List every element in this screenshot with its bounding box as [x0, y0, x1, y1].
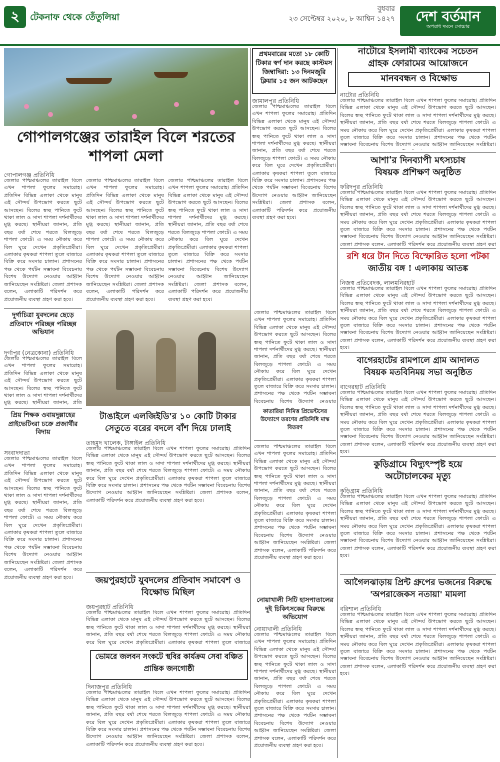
sidebox2-body: জেলার পশ্চিমাঞ্চলের তারাইল বিলে এখন শাপলা ফুলের সমারোহ। প্রতিদিন বিভিন্ন এলাকা থেকে মানুষ এই সৌন্দর্য উপভোগ করতে ছুটে আসছেন। বিলের স্বচ্ছ পানিতে ফুটে থাকা লাল ও সাদা শাপলা দর্শনার্থীদের মুগ্ধ করছে। স্থানীয়রা জানান, প্রতি বছর বর্ষা শেষে শরতে বিলজুড়ে শাপলা ফোটে। এ সময় নৌকায় করে বিল ঘুরে দেখেন প্রকৃতিপ্রেমীরা। এলাকার কৃষকরা শাপলা তুলে বাজারে বিক্রি করে সংসার চালান। প্রশাসনের পক্ষ থেকে পর্যটন সম্ভাবনা বিবেচনায় বিশেষ উদ্যোগ নেওয়ার আহ্বান জানিয়েছেন সংশ্লিষ্টরা। জেলা প্রশাসক বলেন, এলাকাটি পরিদর্শন করে প্রয়োজনীয় ব্যবস্থা গ্রহণ করা হবে।: [4, 456, 82, 581]
bank-box-headline: প্রথমবারের মতো ১৮ কোটি টিকার স্বর্ণ দান করছে কাস্টমস জিম্বাদিরা: ১৩ দিনমজুরি ক্লিয়ার ১৫ জন আটকছেন: [252, 48, 336, 94]
bank-box-body: জেলার পশ্চিমাঞ্চলের তারাইল বিলে এখন শাপলা ফুলের সমারোহ। প্রতিদিন বিভিন্ন এলাকা থেকে মানুষ এই সৌন্দর্য উপভোগ করতে ছুটে আসছেন। বিলের স্বচ্ছ পানিতে ফুটে থাকা লাল ও সাদা শাপলা দর্শনার্থীদের মুগ্ধ করছে। স্থানীয়রা জানান, প্রতি বছর বর্ষা শেষে শরতে বিলজুড়ে শাপলা ফোটে। এ সময় নৌকায় করে বিল ঘুরে দেখেন প্রকৃতিপ্রেমীরা। এলাকার কৃষকরা শাপলা তুলে বাজারে বিক্রি করে সংসার চালান। প্রশাসনের পক্ষ থেকে পর্যটন সম্ভাবনা বিবেচনায় বিশেষ উদ্যোগ নেওয়ার আহ্বান জানিয়েছেন সংশ্লিষ্টরা। জেলা প্রশাসক বলেন, এলাকাটি পরিদর্শন করে প্রয়োজনীয় ব্যবস্থা গ্রহণ করা হবে।: [252, 104, 336, 222]
brand-name: দেশ বর্তমান: [415, 9, 481, 25]
dam-headline-1: রশি ধরে টান দিতে বিস্ফোরিত হলো পটকা: [346, 252, 490, 262]
boat-shape: [66, 78, 112, 84]
lead-body-col2: জেলার পশ্চিমাঞ্চলের তারাইল বিলে এখন শাপলা ফুলের সমারোহ। প্রতিদিন বিভিন্ন এলাকা থেকে মানুষ এই সৌন্দর্য উপভোগ করতে ছুটে আসছেন। বিলের স্বচ্ছ পানিতে ফুটে থাকা লাল ও সাদা শাপলা দর্শনার্থীদের মুগ্ধ করছে। স্থানীয়রা জানান, প্রতি বছর বর্ষা শেষে শরতে বিলজুড়ে শাপলা ফোটে। এ সময় নৌকায় করে বিল ঘুরে দেখেন প্রকৃতিপ্রেমীরা। এলাকার কৃষকরা শাপলা তুলে বাজারে বিক্রি করে সংসার চালান। প্রশাসনের পক্ষ থেকে পর্যটন সম্ভাবনা বিবেচনায় বিশেষ উদ্যোগ নেওয়ার আহ্বান জানিয়েছেন সংশ্লিষ্টরা। জেলা প্রশাসক বলেন, এলাকাটি পরিদর্শন করে প্রয়োজনীয় ব্যবস্থা গ্রহণ করা হবে।: [86, 178, 164, 303]
hospital-byline: নোয়াখালী প্রতিনিধি: [254, 626, 302, 633]
sidebox1-body: জেলার পশ্চিমাঞ্চলের তারাইল বিলে এখন শাপলা ফুলের সমারোহ। প্রতিদিন বিভিন্ন এলাকা থেকে মানুষ এই সৌন্দর্য উপভোগ করতে ছুটে আসছেন। বিলের স্বচ্ছ পানিতে ফুটে থাকা লাল ও সাদা শাপলা দর্শনার্থীদের মুগ্ধ করছে। স্থানীয়রা জানান, প্রতি: [4, 356, 82, 406]
divider: [340, 352, 496, 353]
digital-byline: বাগেরহাট প্রতিনিধি: [340, 384, 386, 391]
electric-body: জেলার পশ্চিমাঞ্চলের তারাইল বিলে এখন শাপলা ফুলের সমারোহ। প্রতিদিন বিভিন্ন এলাকা থেকে মানুষ এই সৌন্দর্য উপভোগ করতে ছুটে আসছেন। বিলের স্বচ্ছ পানিতে ফুটে থাকা লাল ও সাদা শাপলা দর্শনার্থীদের মুগ্ধ করছে। স্থানীয়রা জানান, প্রতি বছর বর্ষা শেষে শরতে বিলজুড়ে শাপলা ফোটে। এ সময় নৌকায় করে বিল ঘুরে দেখেন প্রকৃতিপ্রেমীরা। এলাকার কৃষকরা শাপলা তুলে বাজারে বিক্রি করে সংসার চালান। প্রশাসনের পক্ষ থেকে পর্যটন সম্ভাবনা বিবেচনায় বিশেষ উদ্যোগ নেওয়ার আহ্বান জানিয়েছেন সংশ্লিষ্টরা। জেলা প্রশাসক বলেন, এলাকাটি পরিদর্শন করে প্রয়োজনীয় ব্যবস্থা গ্রহণ করা হবে।: [340, 494, 496, 560]
seminar-headline-2: গ্রাহক ফোরামের আয়োজনে: [368, 59, 468, 69]
divider: [340, 574, 496, 575]
divider: [340, 456, 496, 457]
date-label: ২৩ সেপ্টেম্বর ২০২০, ৮ আশ্বিন ১৪২৭: [288, 15, 395, 23]
hospital-body-top: জেলার পশ্চিমাঞ্চলের তারাইল বিলে এখন শাপলা ফুলের সমারোহ। প্রতিদিন বিভিন্ন এলাকা থেকে মানুষ এই সৌন্দর্য উপভোগ করতে ছুটে আসছেন। বিলের স্বচ্ছ পানিতে ফুটে থাকা লাল ও সাদা শাপলা দর্শনার্থীদের মুগ্ধ করছে। স্থানীয়রা জানান, প্রতি বছর বর্ষা শেষে শরতে বিলজুড়ে শাপলা ফোটে। এ সময় নৌকায় করে বিল ঘুরে দেখেন প্রকৃতিপ্রেমীরা। এলাকার কৃষকরা শাপলা তুলে বাজারে বিক্রি করে সংসার চালান। প্রশাসনের পক্ষ থেকে পর্যটন সম্ভাবনা বিবেচনায় বিশেষ উদ্যোগ নেওয়ার আহ্বান জানিয়েছেন সংশ্লিষ্টরা। জেলা প্রশাসক বলেন, এলাকাটি পরিদর্শন করে প্রয়োজনীয় ব্যবস্থা গ্রহণ করা হবে।: [254, 444, 336, 562]
day-label: বুধবার: [377, 5, 395, 13]
bank-box-byline: জামালপুর প্রতিনিধি: [252, 98, 300, 105]
lily-mark: [210, 110, 215, 115]
mask-distribution-photo: [86, 310, 250, 406]
lily-mark: [94, 106, 99, 111]
fish-headline-1: আশা'র দিনব্যাপী মৎস্যচাষ: [370, 156, 466, 166]
bridge-headline: টাঙাইলে এলজিইডি'র ১০ কোটি টাকার সেতুতে বরের বদলে বাঁশ দিয়ে ঢালাই: [99, 412, 237, 434]
seminar-body: জেলার পশ্চিমাঞ্চলের তারাইল বিলে এখন শাপলা ফুলের সমারোহ। প্রতিদিন বিভিন্ন এলাকা থেকে মানুষ এই সৌন্দর্য উপভোগ করতে ছুটে আসছেন। বিলের স্বচ্ছ পানিতে ফুটে থাকা লাল ও সাদা শাপলা দর্শনার্থীদের মুগ্ধ করছে। স্থানীয়রা জানান, প্রতি বছর বর্ষা শেষে শরতে বিলজুড়ে শাপলা ফোটে। এ সময় নৌকায় করে বিল ঘুরে দেখেন প্রকৃতিপ্রেমীরা। এলাকার কৃষকরা শাপলা তুলে বাজারে বিক্রি করে সংসার চালান। প্রশাসনের পক্ষ থেকে পর্যটন সম্ভাবনা বিবেচনায় বিশেষ উদ্যোগ নেওয়ার আহ্বান জানিয়েছেন সংশ্লিষ্টরা।: [340, 98, 496, 149]
figure-shape: [116, 330, 134, 390]
case-body: জেলার পশ্চিমাঞ্চলের তারাইল বিলে এখন শাপলা ফুলের সমারোহ। প্রতিদিন বিভিন্ন এলাকা থেকে মানুষ এই সৌন্দর্য উপভোগ করতে ছুটে আসছেন। বিলের স্বচ্ছ পানিতে ফুটে থাকা লাল ও সাদা শাপলা দর্শনার্থীদের মুগ্ধ করছে। স্থানীয়রা জানান, প্রতি বছর বর্ষা শেষে শরতে বিলজুড়ে শাপলা ফোটে। এ সময় নৌকায় করে বিল ঘুরে দেখেন প্রকৃতিপ্রেমীরা। এলাকার কৃষকরা শাপলা তুলে বাজারে বিক্রি করে সংসার চালান। প্রশাসনের পক্ষ থেকে পর্যটন সম্ভাবনা বিবেচনায় বিশেষ উদ্যোগ নেওয়ার আহ্বান জানিয়েছেন সংশ্লিষ্টরা। জেলা প্রশাসক বলেন, এলাকাটি পরিদর্শন করে প্রয়োজনীয় ব্যবস্থা গ্রহণ করা হবে।: [340, 612, 496, 678]
divider: [4, 308, 82, 309]
water-headline: ভোমরে জলবন সংকটে স্থবির কার্যক্রম সেবা বঞ্চিত প্রান্তিক জনগোষ্ঠী: [90, 650, 248, 680]
divider: [4, 408, 82, 409]
lead-body-col1: জেলার পশ্চিমাঞ্চলের তারাইল বিলে এখন শাপলা ফুলের সমারোহ। প্রতিদিন বিভিন্ন এলাকা থেকে মানুষ এই সৌন্দর্য উপভোগ করতে ছুটে আসছেন। বিলের স্বচ্ছ পানিতে ফুটে থাকা লাল ও সাদা শাপলা দর্শনার্থীদের মুগ্ধ করছে। স্থানীয়রা জানান, প্রতি বছর বর্ষা শেষে শরতে বিলজুড়ে শাপলা ফোটে। এ সময় নৌকায় করে বিল ঘুরে দেখেন প্রকৃতিপ্রেমীরা। এলাকার কৃষকরা শাপলা তুলে বাজারে বিক্রি করে সংসার চালান। প্রশাসনের পক্ষ থেকে পর্যটন সম্ভাবনা বিবেচনায় বিশেষ উদ্যোগ নেওয়ার আহ্বান জানিয়েছেন সংশ্লিষ্টরা। জেলা প্রশাসক বলেন, এলাকাটি পরিদর্শন করে প্রয়োজনীয় ব্যবস্থা গ্রহণ করা হবে।: [4, 178, 82, 303]
dateline: [255, 4, 395, 24]
electric-headline-2: অটোচালকের মৃত্যু: [385, 472, 451, 482]
sidebox1-headline: দুর্গাচিত্রা যুবদলের ছেড়ে প্রতিবাদে পরিচ্ছন্ন পরিচ্ছন্ন অভিযান: [9, 311, 77, 336]
divider: [86, 572, 250, 573]
lily-mark: [132, 114, 137, 119]
figure-shape: [198, 332, 216, 390]
seminar-byline: নাটোর প্রতিনিধি: [340, 92, 380, 99]
fish-headline-2: বিষয়ক প্রশিক্ষণ অনুষ্ঠিত: [374, 168, 462, 178]
lily-mark: [48, 112, 53, 117]
lead-body-col3: জেলার পশ্চিমাঞ্চলের তারাইল বিলে এখন শাপলা ফুলের সমারোহ। প্রতিদিন বিভিন্ন এলাকা থেকে মানুষ এই সৌন্দর্য উপভোগ করতে ছুটে আসছেন। বিলের স্বচ্ছ পানিতে ফুটে থাকা লাল ও সাদা শাপলা দর্শনার্থীদের মুগ্ধ করছে। স্থানীয়রা জানান, প্রতি বছর বর্ষা শেষে শরতে বিলজুড়ে শাপলা ফোটে। এ সময় নৌকায় করে বিল ঘুরে দেখেন প্রকৃতিপ্রেমীরা। এলাকার কৃষকরা শাপলা তুলে বাজারে বিক্রি করে সংসার চালান। প্রশাসনের পক্ষ থেকে পর্যটন সম্ভাবনা বিবেচনায় বিশেষ উদ্যোগ নেওয়ার আহ্বান জানিয়েছেন সংশ্লিষ্টরা। জেলা প্রশাসক বলেন, এলাকাটি পরিদর্শন করে প্রয়োজনীয় ব্যবস্থা গ্রহণ করা হবে।: [168, 178, 248, 303]
fish-body: জেলার পশ্চিমাঞ্চলের তারাইল বিলে এখন শাপলা ফুলের সমারোহ। প্রতিদিন বিভিন্ন এলাকা থেকে মানুষ এই সৌন্দর্য উপভোগ করতে ছুটে আসছেন। বিলের স্বচ্ছ পানিতে ফুটে থাকা লাল ও সাদা শাপলা দর্শনার্থীদের মুগ্ধ করছে। স্থানীয়রা জানান, প্রতি বছর বর্ষা শেষে শরতে বিলজুড়ে শাপলা ফোটে। এ সময় নৌকায় করে বিল ঘুরে দেখেন প্রকৃতিপ্রেমীরা। এলাকার কৃষকরা শাপলা তুলে বাজারে বিক্রি করে সংসার চালান। প্রশাসনের পক্ষ থেকে পর্যটন সম্ভাবনা বিবেচনায় বিশেষ উদ্যোগ নেওয়ার আহ্বান জানিয়েছেন সংশ্লিষ্টরা। জেলা প্রশাসক বলেন, এলাকাটি পরিদর্শন করে প্রয়োজনীয় ব্যবস্থা গ্রহণ করা: [340, 190, 496, 246]
water-byline: দিনাজপুর প্রতিনিধি: [86, 684, 132, 691]
page-header: [0, 0, 500, 46]
lily-mark: [234, 100, 239, 105]
electric-byline: কুড়িগ্রাম প্রতিনিধি: [340, 488, 383, 495]
youth-headline: জয়পুরহাটে যুবদলের প্রতিবাদ সমাবেশ ও বিক্ষোভ মিছিল: [95, 576, 241, 598]
youth-byline: জয়পুরহাট প্রতিনিধি: [86, 604, 134, 611]
seminar-headline-1: নাটোরে ইসলামী ব্যাংকের সচেতন: [357, 47, 479, 57]
lead-byline: গোপালগঞ্জ প্রতিনিধি: [4, 172, 55, 179]
brand-tagline: অপরাধ দমনে সোচ্চার: [426, 24, 470, 30]
electric-headline-1: কুড়িগ্রামে বিদ্যুৎস্পৃষ্ট হয়ে: [373, 460, 463, 470]
digital-headline-2: বিষয়ক মতবিনিময় সভা অনুষ্ঠিত: [363, 368, 473, 378]
sidebox2-byline: সংবাদদাতা: [4, 450, 30, 457]
lead-headline: গোপালগঞ্জের তারাইল বিলে শরতের শাপলা মেলা: [16, 128, 236, 165]
case-byline: বরিশাল প্রতিনিধি: [340, 606, 382, 613]
masthead-logo: [400, 6, 496, 36]
bridge-body: জেলার পশ্চিমাঞ্চলের তারাইল বিলে এখন শাপলা ফুলের সমারোহ। প্রতিদিন বিভিন্ন এলাকা থেকে মানুষ এই সৌন্দর্য উপভোগ করতে ছুটে আসছেন। বিলের স্বচ্ছ পানিতে ফুটে থাকা লাল ও সাদা শাপলা দর্শনার্থীদের মুগ্ধ করছে। স্থানীয়রা জানান, প্রতি বছর বর্ষা শেষে শরতে বিলজুড়ে শাপলা ফোটে। এ সময় নৌকায় করে বিল ঘুরে দেখেন প্রকৃতিপ্রেমীরা। এলাকার কৃষকরা শাপলা তুলে বাজারে বিক্রি করে সংসার চালান। প্রশাসনের পক্ষ থেকে পর্যটন সম্ভাবনা বিবেচনায় বিশেষ উদ্যোগ নেওয়ার আহ্বান জানিয়েছেন সংশ্লিষ্টরা। জেলা প্রশাসক বলেন, এলাকাটি পরিদর্শন করে প্রয়োজনীয় ব্যবস্থা গ্রহণ করা হবে।: [86, 446, 250, 504]
case-headline-1: আগৈলঝাড়ায় প্রিন্ট গ্রুপের ভজনের বিরুদ্ধে: [344, 578, 492, 588]
digital-headline-1: বাগেরহাটের রামপালে গ্রাম আদালত: [356, 356, 480, 366]
divider: [254, 440, 336, 441]
sidebox1-byline: দুর্গাপুর (নেত্রকোনা) প্রতিনিধি: [4, 350, 74, 357]
bank-body-cont: জেলার পশ্চিমাঞ্চলের তারাইল বিলে এখন শাপলা ফুলের সমারোহ। প্রতিদিন বিভিন্ন এলাকা থেকে মানুষ এই সৌন্দর্য উপভোগ করতে ছুটে আসছেন। বিলের স্বচ্ছ পানিতে ফুটে থাকা লাল ও সাদা শাপলা দর্শনার্থীদের মুগ্ধ করছে। স্থানীয়রা জানান, প্রতি বছর বর্ষা শেষে শরতে বিলজুড়ে শাপলা ফোটে। এ সময় নৌকায় করে বিল ঘুরে দেখেন প্রকৃতিপ্রেমীরা। এলাকার কৃষকরা শাপলা তুলে বাজারে বিক্রি করে সংসার চালান। প্রশাসনের পক্ষ থেকে পর্যটন সম্ভাবনা বিবেচনায় বিশেষ উদ্যোগ নেওয়ার: [254, 310, 336, 405]
lily-mark: [174, 102, 179, 107]
hospital-headline: নোয়াখালী সিটি হাসপাতালের দুই চিকিৎসকের বিরুদ্ধে অভিযোগ: [256, 596, 334, 621]
figure-shape: [156, 338, 176, 392]
seminar-headline-3: মানববন্ধন ও বিক্ষোভ: [348, 72, 490, 87]
case-headline-2: 'অপরাজেকস নতায়া' মামলা: [369, 590, 467, 600]
boat-shape: [154, 72, 188, 78]
section-title: টেকনাফ থেকে তেঁতুলিয়া: [30, 13, 120, 23]
dam-body: জেলার পশ্চিমাঞ্চলের তারাইল বিলে এখন শাপলা ফুলের সমারোহ। প্রতিদিন বিভিন্ন এলাকা থেকে মানুষ এই সৌন্দর্য উপভোগ করতে ছুটে আসছেন। বিলের স্বচ্ছ পানিতে ফুটে থাকা লাল ও সাদা শাপলা দর্শনার্থীদের মুগ্ধ করছে। স্থানীয়রা জানান, প্রতি বছর বর্ষা শেষে শরতে বিলজুড়ে শাপলা ফোটে। এ সময় নৌকায় করে বিল ঘুরে দেখেন প্রকৃতিপ্রেমীরা। এলাকার কৃষকরা শাপলা তুলে বাজারে বিক্রি করে সংসার চালান। প্রশাসনের পক্ষ থেকে পর্যটন সম্ভাবনা বিবেচনায় বিশেষ উদ্যোগ নেওয়ার আহ্বান জানিয়েছেন সংশ্লিষ্টরা। জেলা প্রশাসক বলেন, এলাকাটি পরিদর্শন করে প্রয়োজনীয় ব্যবস্থা গ্রহণ করা হবে।: [340, 286, 496, 350]
sidebox2-headline: প্রিয় শিক্ষক ওবায়দুল্লাহের প্রাইভেটিংরা চক্রে প্রজার্থীর বিদায়: [8, 411, 78, 436]
lead-photo: [4, 48, 248, 126]
digital-body: জেলার পশ্চিমাঞ্চলের তারাইল বিলে এখন শাপলা ফুলের সমারোহ। প্রতিদিন বিভিন্ন এলাকা থেকে মানুষ এই সৌন্দর্য উপভোগ করতে ছুটে আসছেন। বিলের স্বচ্ছ পানিতে ফুটে থাকা লাল ও সাদা শাপলা দর্শনার্থীদের মুগ্ধ করছে। স্থানীয়রা জানান, প্রতি বছর বর্ষা শেষে শরতে বিলজুড়ে শাপলা ফোটে। এ সময় নৌকায় করে বিল ঘুরে দেখেন প্রকৃতিপ্রেমীরা। এলাকার কৃষকরা শাপলা তুলে বাজারে বিক্রি করে সংসার চালান। প্রশাসনের পক্ষ থেকে পর্যটন সম্ভাবনা বিবেচনায় বিশেষ উদ্যোগ নেওয়ার আহ্বান জানিয়েছেন সংশ্লিষ্টরা। জেলা প্রশাসক বলেন, এলাকাটি পরিদর্শন করে প্রয়োজনীয় ব্যবস্থা গ্রহণ করা হবে।: [340, 390, 496, 454]
dam-headline-2: জাতীয় বঙ্গ ! এলাকায় আতঙ্ক: [367, 264, 469, 274]
bridge-byline: তাহমুদ খালেক, টাঙ্গাইল প্রতিনিধি: [86, 440, 166, 447]
divider: [340, 152, 496, 153]
fish-byline: ফরিদপুর প্রতিনিধি: [340, 184, 383, 191]
divider: [340, 248, 496, 249]
photo-caption: কাতারিয়া নিমিত্ত প্রিভেন্টসের উদ্যোগে তরণের প্রতিনিধি মাস্ক বিতরণ: [254, 408, 336, 436]
dam-byline: নিজস্ব প্রতিবেদক, লালমনিরহাট: [340, 280, 415, 287]
column-rule: [337, 48, 338, 758]
water-body: জেলার পশ্চিমাঞ্চলের তারাইল বিলে এখন শাপলা ফুলের সমারোহ। প্রতিদিন বিভিন্ন এলাকা থেকে মানুষ এই সৌন্দর্য উপভোগ করতে ছুটে আসছেন। বিলের স্বচ্ছ পানিতে ফুটে থাকা লাল ও সাদা শাপলা দর্শনার্থীদের মুগ্ধ করছে। স্থানীয়রা জানান, প্রতি বছর বর্ষা শেষে শরতে বিলজুড়ে শাপলা ফোটে। এ সময় নৌকায় করে বিল ঘুরে দেখেন প্রকৃতিপ্রেমীরা। এলাকার কৃষকরা শাপলা তুলে বাজারে বিক্রি করে সংসার চালান। প্রশাসনের পক্ষ থেকে পর্যটন সম্ভাবনা বিবেচনায় বিশেষ উদ্যোগ নেওয়ার আহ্বান জানিয়েছেন সংশ্লিষ্টরা। জেলা প্রশাসক বলেন, এলাকাটি পরিদর্শন করে প্রয়োজনীয় ব্যবস্থা গ্রহণ করা হবে।: [86, 690, 250, 748]
column-rule: [250, 48, 251, 758]
hospital-body: জেলার পশ্চিমাঞ্চলের তারাইল বিলে এখন শাপলা ফুলের সমারোহ। প্রতিদিন বিভিন্ন এলাকা থেকে মানুষ এই সৌন্দর্য উপভোগ করতে ছুটে আসছেন। বিলের স্বচ্ছ পানিতে ফুটে থাকা লাল ও সাদা শাপলা দর্শনার্থীদের মুগ্ধ করছে। স্থানীয়রা জানান, প্রতি বছর বর্ষা শেষে শরতে বিলজুড়ে শাপলা ফোটে। এ সময় নৌকায় করে বিল ঘুরে দেখেন প্রকৃতিপ্রেমীরা। এলাকার কৃষকরা শাপলা তুলে বাজারে বিক্রি করে সংসার চালান। প্রশাসনের পক্ষ থেকে পর্যটন সম্ভাবনা বিবেচনায় বিশেষ উদ্যোগ নেওয়ার আহ্বান জানিয়েছেন সংশ্লিষ্টরা। জেলা প্রশাসক বলেন, এলাকাটি পরিদর্শন করে প্রয়োজনীয় ব্যবস্থা গ্রহণ করা হবে।: [254, 632, 336, 750]
lily-mark: [24, 104, 29, 109]
youth-body: জেলার পশ্চিমাঞ্চলের তারাইল বিলে এখন শাপলা ফুলের সমারোহ। প্রতিদিন বিভিন্ন এলাকা থেকে মানুষ এই সৌন্দর্য উপভোগ করতে ছুটে আসছেন। বিলের স্বচ্ছ পানিতে ফুটে থাকা লাল ও সাদা শাপলা দর্শনার্থীদের মুগ্ধ করছে। স্থানীয়রা জানান, প্রতি বছর বর্ষা শেষে শরতে বিলজুড়ে শাপলা ফোটে। এ সময় নৌকায় করে বিল ঘুরে দেখেন প্রকৃতিপ্রেমীরা। এলাকার কৃষকরা শাপলা তুলে বাজারে: [86, 610, 250, 646]
page-number: ২: [4, 6, 26, 28]
